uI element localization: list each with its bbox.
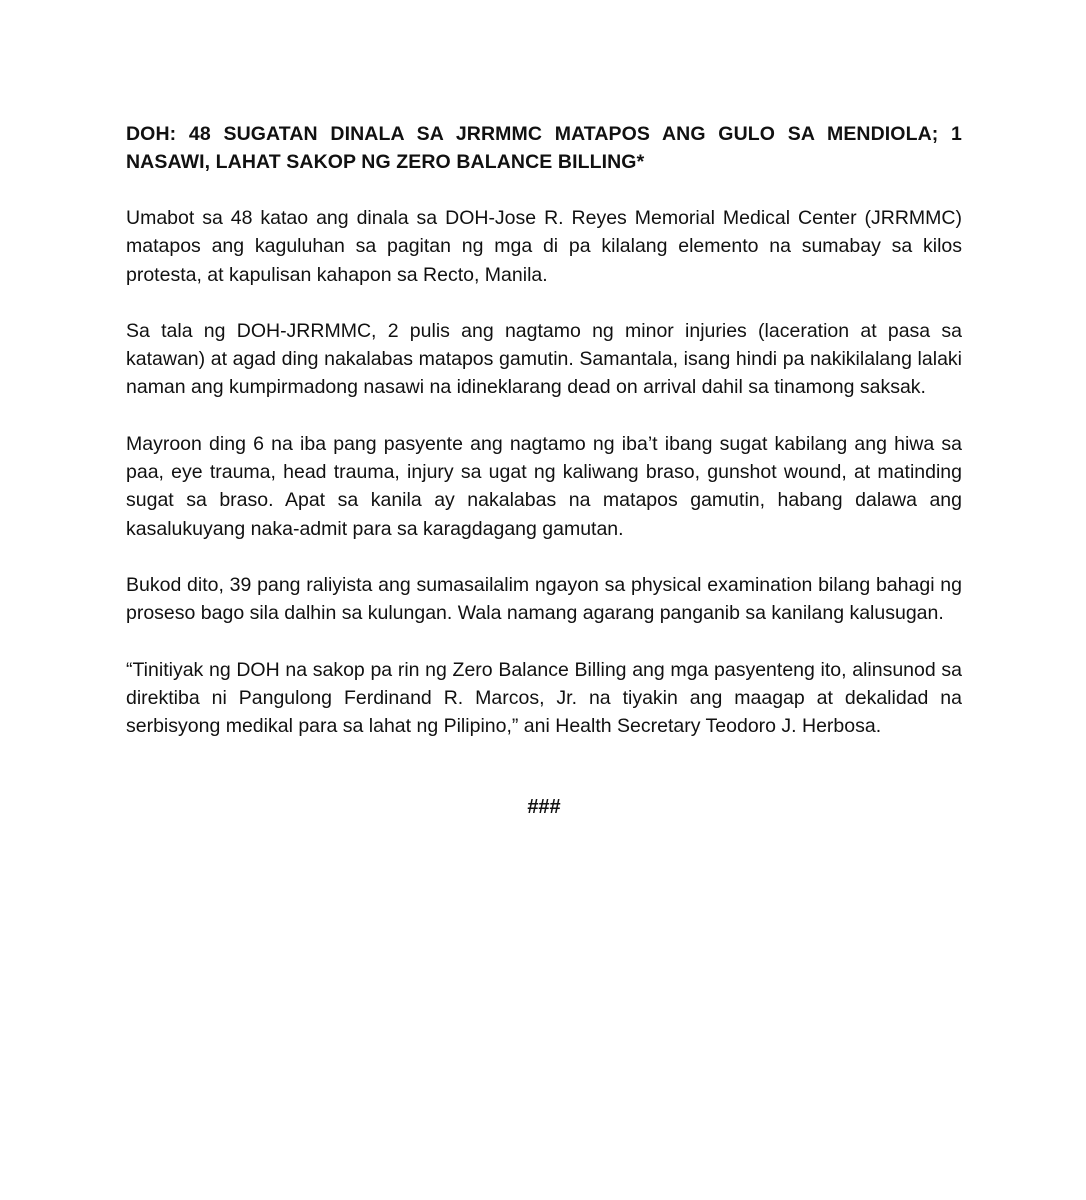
paragraph-quote: “Tinitiyak ng DOH na sakop pa rin ng Zero Balance Billing ang mga pasyenteng ito, alinsunod sa direktiba ni Pangulong Ferdinand R. Marcos, Jr. na tiyakin ang maagap at dekalidad na serbisyong medikal para sa lahat ng Pilipino,” ani Health Secretary Teodoro J. Herbosa. xyxy=(126,658,962,738)
paragraph-rallyists: Bukod dito, 39 pang raliyista ang sumasailalim ngayon sa physical examination bilang bahagi ng proseso bago sila dalhin sa kulungan. Wala namang agarang panganib sa kanilang kalusugan. xyxy=(126,573,962,625)
paragraph-intro: Umabot sa 48 katao ang dinala sa DOH-Jose R. Reyes Memorial Medical Center (JRRMMC) matapos ang kaguluhan sa pagitan ng mga di pa kilalang elemento na sumabay sa kilos protesta, at kapulisan kahapon sa Recto, Manila. xyxy=(126,207,962,286)
paragraph-other-patients: Mayroon ding 6 na iba pang pasyente ang nagtamo ng iba’t ibang sugat kabilang ang hiwa sa paa, eye trauma, head trauma, injury sa ugat ng kaliwang braso, gunshot wound, at matinding sugat sa braso. Apat sa kanila ay nakalabas na matapos gamutin, habang dalawa ang kasalukuyang naka-admit para sa karagdagang gamutan. xyxy=(126,432,962,540)
end-mark: ### xyxy=(527,796,561,819)
press-release-page xyxy=(126,120,962,819)
paragraph-police-injuries: Sa tala ng DOH-JRRMMC, 2 pulis ang nagtamo ng minor injuries (laceration at pasa sa katawan) at agad ding nakalabas matapos gamutin. Samantala, isang hindi pa nakikilalang lalaki naman ang kumpirmadong nasawi na idineklarang dead on arrival dahil sa tinamong saksak. xyxy=(126,319,962,399)
headline: DOH: 48 SUGATAN DINALA SA JRRMMC MATAPOS ANG GULO SA MENDIOLA; 1 NASAWI, LAHAT SAKOP NG ZERO BALANCE BILLING* xyxy=(126,123,962,173)
